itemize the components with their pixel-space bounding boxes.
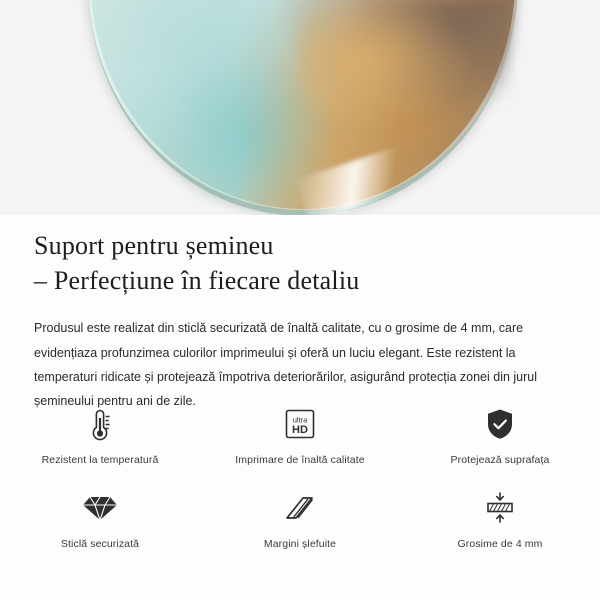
feature-label: Grosime de 4 mm bbox=[457, 538, 543, 550]
feature-label: Margini șlefuite bbox=[263, 538, 337, 550]
marble-texture-teal bbox=[150, 40, 350, 200]
diamond-icon bbox=[81, 488, 119, 528]
page-title bbox=[0, 228, 600, 298]
ultra-hd-icon bbox=[281, 404, 319, 444]
description-content bbox=[0, 228, 600, 414]
polished-edges-icon bbox=[281, 488, 319, 528]
svg-text:ultra: ultra bbox=[292, 415, 308, 425]
feature-item-print-quality bbox=[200, 404, 400, 466]
feature-label: Rezistent la temperatură bbox=[41, 454, 159, 466]
headline-line-2: – Perfecțiune în fiecare detaliu bbox=[34, 266, 360, 296]
feature-label: Protejează suprafața bbox=[450, 454, 550, 466]
headline-line-1: Suport pentru șemineu bbox=[34, 231, 274, 260]
feature-grid bbox=[0, 404, 600, 550]
feature-item-thickness bbox=[400, 488, 600, 550]
thermometer-icon bbox=[83, 404, 117, 444]
hero-product-image bbox=[0, 0, 600, 215]
thickness-4mm-icon bbox=[480, 488, 520, 528]
feature-item-polished-edges bbox=[200, 488, 400, 550]
feature-item-temperature bbox=[0, 404, 200, 466]
svg-text:HD: HD bbox=[292, 424, 308, 436]
description-paragraph: Produsul este realizat din sticlă securizată de înaltă calitate, cu o grosime de 4 mm, care evidențiaza profunzimea culorilor imprimeului și oferă un luciu elegant. Este rezistent la temperaturi ridicate și protejează împotriva deteriorărilor, asigurând protecția zonei din jurul șemineului pentru ani de zile. bbox=[34, 321, 538, 409]
shield-check-icon bbox=[482, 404, 518, 444]
feature-label: Imprimare de înaltă calitate bbox=[235, 454, 365, 466]
feature-item-surface-protection bbox=[400, 404, 600, 466]
feature-label: Sticlă securizată bbox=[60, 538, 140, 550]
feature-item-tempered-glass bbox=[0, 488, 200, 550]
